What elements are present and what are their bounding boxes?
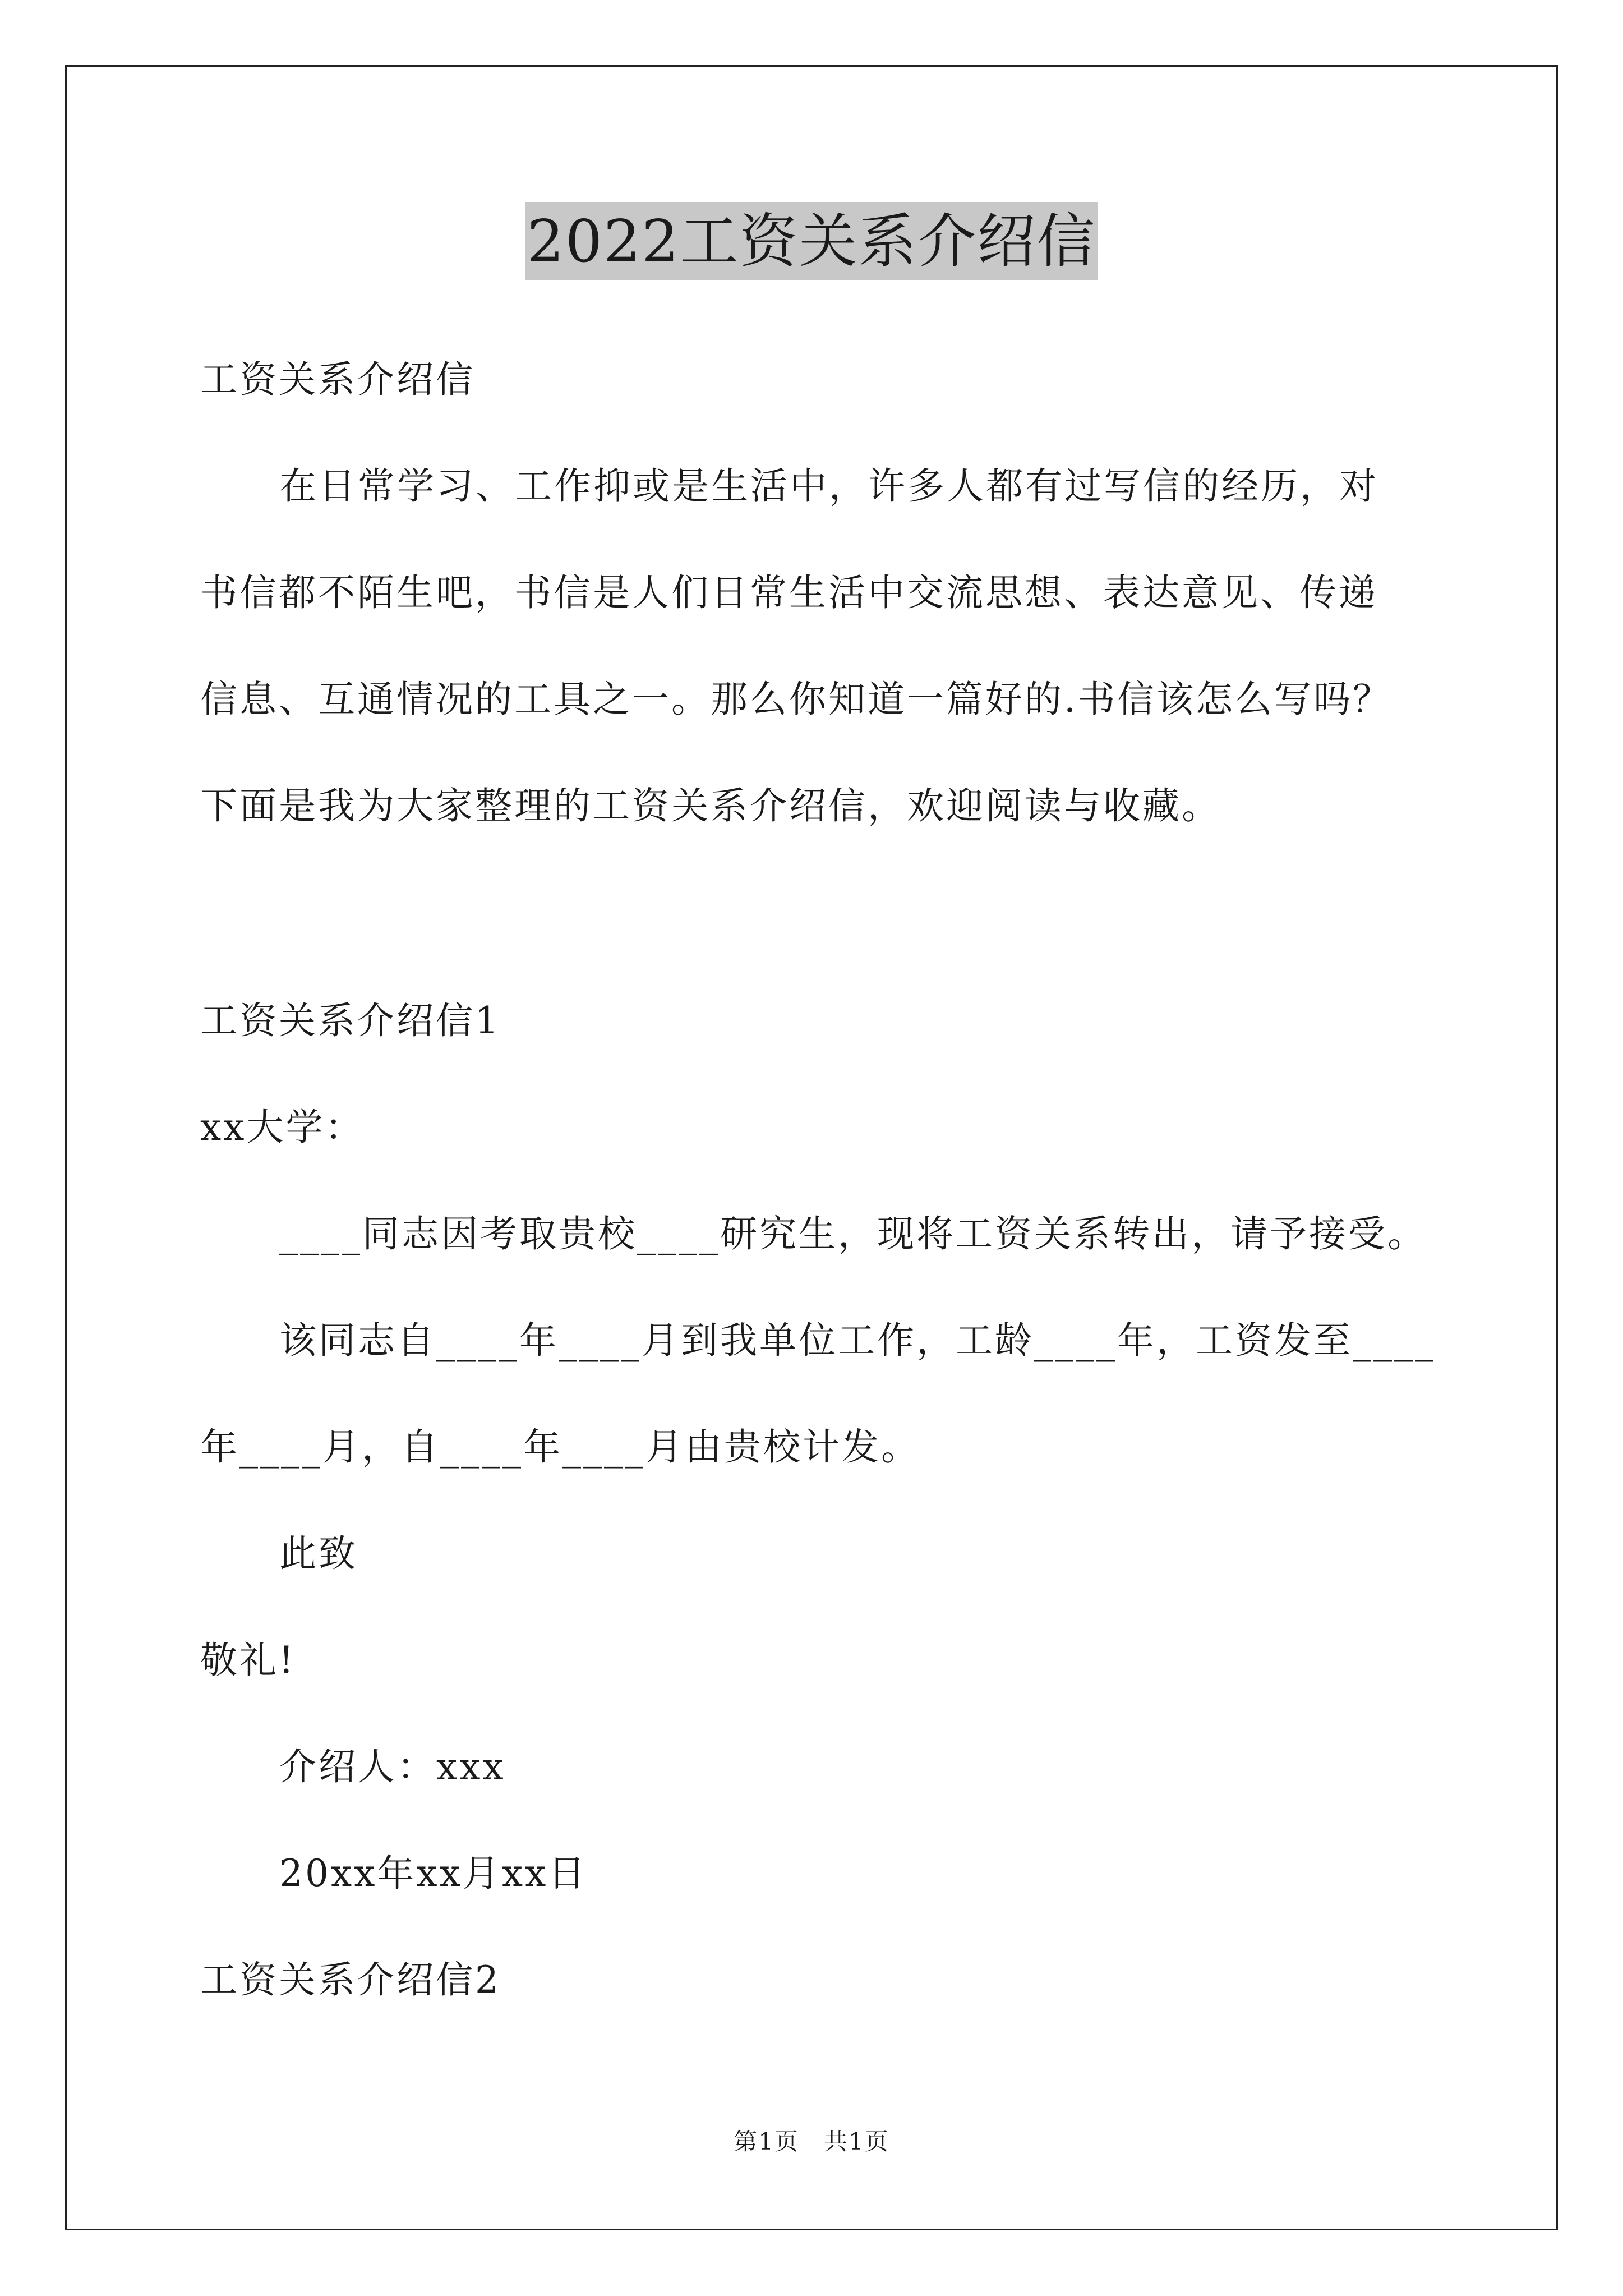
intro-paragraph-line-4: 下面是我为大家整理的工资关系介绍信，欢迎阅读与收藏。: [200, 784, 1221, 827]
intro-paragraph-line-2: 书信都不陌生吧，书信是人们日常生活中交流思想、表达意见、传递: [200, 571, 1378, 614]
title-container: [0, 202, 1623, 280]
letter-body-line-2: 该同志自____年____月到我单位工作，工龄____年，工资发至____: [279, 1319, 1436, 1362]
letter-closing: 此致: [279, 1532, 358, 1575]
intro-paragraph-line-3: 信息、互通情况的工具之一。那么你知道一篇好的.书信该怎么写吗？: [200, 678, 1392, 721]
letter-salutation: 敬礼!: [200, 1639, 296, 1682]
page-footer: 第1页 共1页: [734, 2128, 889, 2155]
section-heading-letter-2: 工资关系介绍信2: [200, 1958, 501, 2001]
intro-paragraph-line-1: 在日常学习、工作抑或是生活中，许多人都有过写信的经历，对: [279, 464, 1378, 508]
letter-body-line-3: 年____月，自____年____月由贵校计发。: [200, 1425, 920, 1469]
section-heading-letter-1: 工资关系介绍信1: [200, 999, 501, 1042]
letter-body-line-1: ____同志因考取贵校____研究生，现将工资关系转出，请予接受。: [279, 1212, 1427, 1255]
section-heading-intro: 工资关系介绍信: [200, 358, 475, 401]
letter-recipient: xx大学：: [200, 1106, 365, 1149]
letter-date: 20xx年xx月xx日: [279, 1852, 588, 1895]
letter-introducer: 介绍人：xxx: [279, 1745, 506, 1788]
document-title: 2022工资关系介绍信: [525, 202, 1099, 280]
